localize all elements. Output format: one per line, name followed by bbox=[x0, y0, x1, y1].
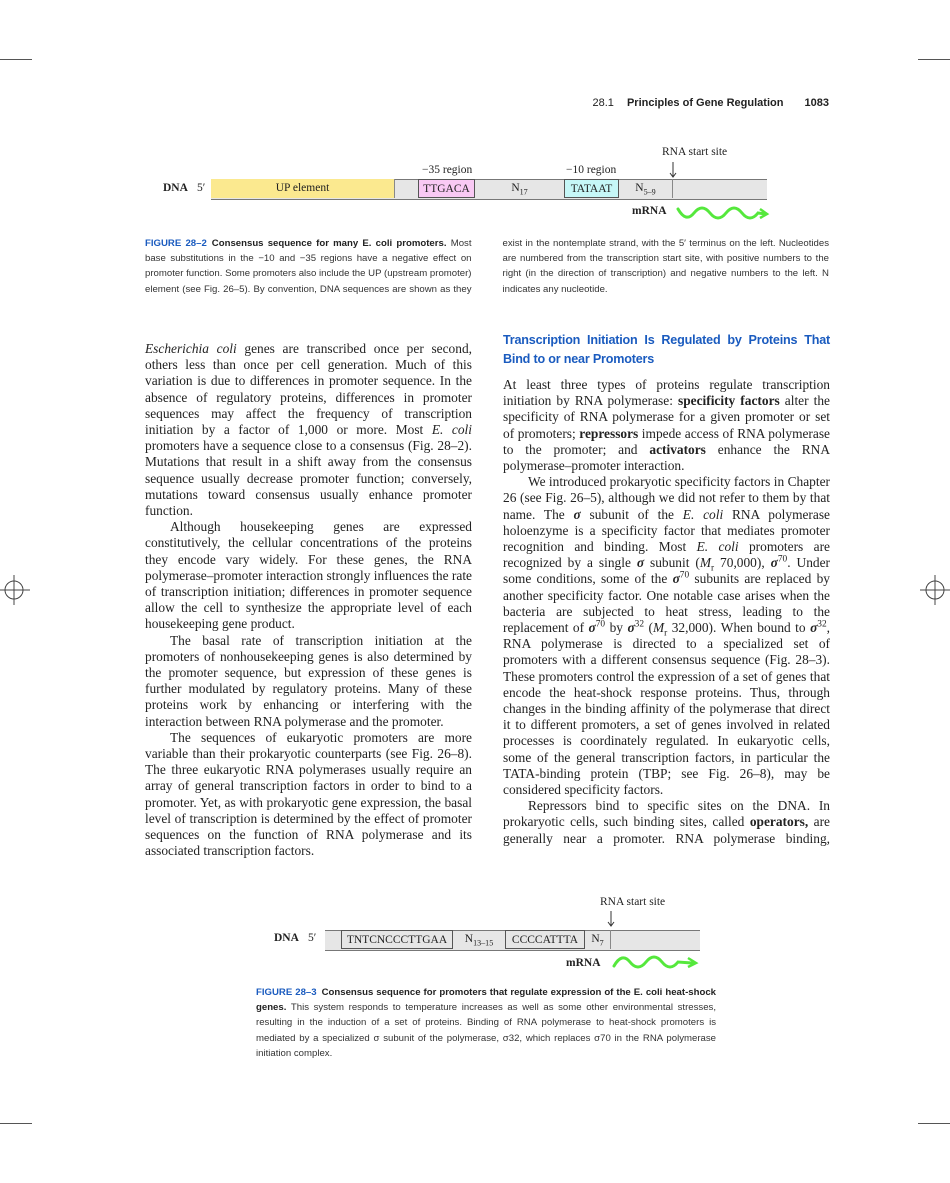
paragraph bbox=[503, 377, 830, 474]
sequence-box-2 bbox=[505, 930, 585, 949]
minus-35-box bbox=[418, 179, 475, 198]
text-run: 32 bbox=[817, 619, 827, 630]
n7-label: N bbox=[591, 933, 600, 945]
text-run: by bbox=[605, 620, 628, 636]
rna-start-site-label: RNA start site bbox=[600, 896, 666, 908]
text-run: enhance the RNA polymerase–promoter interaction. bbox=[503, 441, 830, 474]
paragraph bbox=[145, 633, 472, 730]
key-term: repressors bbox=[579, 425, 639, 441]
text-run: M bbox=[699, 555, 711, 571]
left-column bbox=[145, 341, 472, 860]
text-run: E. coli bbox=[696, 539, 739, 555]
text-run: r bbox=[664, 628, 668, 639]
paragraph bbox=[145, 519, 472, 632]
n17-spacer bbox=[475, 179, 564, 198]
caption-body: Most base substitutions in the −10 and −35 regions have a negative effect on promoter function. Some promoters also include the UP (upstream promoter) element (see Fig. 26–5). By convention, DNA sequences are shown as they exist in the nontemplate strand, with the 5′ terminus on the left. Nucleotides are numbered from the transcription start site, with positive numbers to the right (in the direction of transcription) and negative numbers to the left. N indicates any nucleotide. bbox=[145, 238, 829, 295]
mrna-wave-icon bbox=[676, 203, 771, 223]
text-run: RNA polymerase holoenzyme is a specificity factor that mediates promoter recognition and binding. Most bbox=[503, 506, 830, 555]
figure-number: FIGURE 28–2 bbox=[145, 238, 207, 249]
text-run: impede access of RNA polymerase to the promoter; and bbox=[503, 425, 830, 457]
sequence-box-1 bbox=[341, 930, 453, 949]
sequence-2: CCCCATTTA bbox=[511, 934, 579, 946]
region-10-label: −10 region bbox=[566, 164, 617, 176]
n17-label: N bbox=[511, 182, 520, 194]
paragraph bbox=[503, 798, 830, 847]
figure-title: Consensus sequence for many E. coli promoters. bbox=[211, 238, 447, 249]
key-term: activators bbox=[649, 441, 706, 457]
dna-strand bbox=[325, 930, 700, 951]
text-run: 70,000), bbox=[714, 555, 771, 571]
key-term: specificity factors bbox=[677, 393, 780, 409]
page-number: 1083 bbox=[804, 97, 829, 109]
n7-spacer bbox=[585, 930, 611, 949]
section-number: 28.1 bbox=[592, 97, 614, 109]
text-run: 70 bbox=[595, 619, 606, 630]
registration-mark-left bbox=[0, 575, 30, 605]
text-run: 32 bbox=[634, 619, 645, 630]
figure-number: FIGURE 28–3 bbox=[256, 987, 317, 998]
mrna-wave-icon bbox=[612, 954, 702, 974]
text-run: . Under some conditions, some of the bbox=[503, 555, 830, 587]
paragraph bbox=[503, 474, 830, 798]
text-run: Escherichia coli bbox=[145, 341, 237, 356]
crop-mark bbox=[0, 1123, 32, 1124]
text-run: r bbox=[710, 563, 715, 574]
dna-label: DNA bbox=[274, 932, 299, 944]
n1315-subscript: 13–15 bbox=[473, 938, 494, 948]
text-run: subunit ( bbox=[644, 555, 700, 571]
text-run: E. coli bbox=[431, 422, 472, 438]
text-run: subunit of the bbox=[580, 506, 683, 522]
section-heading: Transcription Initiation Is Regulated by Proteins That Bind to or near Promoters bbox=[503, 333, 830, 366]
five-prime-label: 5′ bbox=[197, 182, 206, 194]
text-run: promoters have a sequence close to a consensus (Fig. 28–2). Mutations that result in a shift away from the consensus sequence usually decrease promoter function; conversely, mutations toward consensus usually enhance promoter function. bbox=[145, 438, 472, 519]
figure-title: Consensus sequence for promoters that regulate expression of the E. coli heat-shock genes. bbox=[256, 987, 716, 1014]
text-run: σ bbox=[636, 555, 645, 571]
up-element bbox=[211, 179, 395, 198]
key-term: operators, bbox=[749, 814, 809, 830]
text-run: 32,000). When bound to bbox=[667, 620, 811, 636]
n1315-label: N bbox=[464, 933, 474, 945]
paragraph bbox=[145, 341, 472, 519]
text-run: We introduced prokaryotic specificity factors in Chapter 26 (see Fig. 26–5), although we did not refer to them by that name. The bbox=[503, 474, 830, 522]
five-prime-label: 5′ bbox=[308, 932, 317, 944]
n17-subscript: 17 bbox=[519, 187, 528, 197]
minus-35-sequence: TTGACA bbox=[423, 183, 470, 195]
text-run: 70 bbox=[777, 554, 788, 565]
minus-10-sequence: TATAAT bbox=[570, 183, 613, 195]
text-run: σ bbox=[810, 620, 818, 636]
region-35-label: −35 region bbox=[422, 164, 473, 176]
crop-mark bbox=[918, 1123, 950, 1124]
dna-strand bbox=[211, 179, 767, 200]
text-run: Although housekeeping genes are expressed constitutively, the cellular concentrations of the proteins they encode vary widely. For these genes, the RNA polymerase–promoter interaction strongly influences the rate of transcription initiation; differences in promoter sequence allow the cell to synthesize the appropriate level of each housekeeping gene product. bbox=[145, 519, 472, 632]
start-site-arrow-icon bbox=[606, 911, 616, 929]
text-run: σ bbox=[573, 506, 581, 522]
text-run: subunits are replaced by another specificity factor. One notable case arises when the bacteria are subjected to heat stress, leading to the replacement of bbox=[503, 571, 830, 636]
text-run: E. coli bbox=[682, 506, 724, 522]
n59-subscript: 5–9 bbox=[643, 187, 656, 197]
dna-label: DNA bbox=[163, 182, 188, 194]
section-title: Principles of Gene Regulation bbox=[626, 97, 784, 109]
text-run: are generally near a promoter. RNA polymerase binding, bbox=[503, 814, 831, 846]
text-run: 70 bbox=[679, 570, 690, 581]
registration-mark-right bbox=[920, 575, 950, 605]
text-run: , RNA polymerase is directed to a specialized set of promoters with a different consensus sequence (Fig. 28–3). These promoters control the expression of a set of genes that encode the heat-shock response proteins. Thus, through changes in the binding affinity of the polymerase that direct it to different promoters, a set of genes involved in related processes is coordinately regulated. In eukaryotic cells, some of the general transcription factors, in particular the TATA-binding protein (TBP; see Fig. 26–8), may be considered specificity factors. bbox=[503, 620, 831, 798]
n5-9-spacer bbox=[619, 179, 673, 198]
text-run: σ bbox=[627, 620, 635, 636]
mrna-label: mRNA bbox=[632, 205, 667, 217]
figure-28-2-caption bbox=[145, 236, 829, 297]
start-site-arrow-icon bbox=[668, 162, 678, 180]
text-run: The basal rate of transcription initiation at the promoters of nonhousekeeping genes is also determined by the promoter sequence, but expression of these genes is further modulated by regulatory proteins. Many of these proteins work by enhancing or interfering with the interaction between RNA polymerase and the promoter. bbox=[145, 632, 472, 729]
sequence-1: TNTCNCCCTTGAA bbox=[346, 934, 448, 946]
text-run: Repressors bind to specific sites on the DNA. In prokaryotic cells, such binding sites, called bbox=[503, 798, 830, 830]
text-run: σ bbox=[588, 620, 596, 636]
text-run: promoters are recognized by a single bbox=[503, 539, 830, 571]
text-run: At least three types of proteins regulate transcription initiation by RNA polymerase: bbox=[503, 377, 830, 409]
paragraph bbox=[145, 730, 472, 860]
n13-15-spacer bbox=[453, 930, 505, 949]
right-column bbox=[503, 331, 830, 847]
minus-10-box bbox=[564, 179, 619, 198]
figure-28-3-caption bbox=[256, 985, 716, 1061]
figure-28-2 bbox=[0, 0, 950, 230]
text-run: M bbox=[652, 620, 665, 636]
text-run: genes are transcribed once per second, others less than once per cell generation. Much of this variation is due to differences in promoter sequence. In the absence of regulatory proteins, differences in promoter sequences may affect the frequency of transcription initiation by a factor of 1,000 or more. Most bbox=[145, 341, 472, 438]
mrna-label: mRNA bbox=[566, 957, 601, 969]
text-run: ( bbox=[644, 620, 653, 636]
text-run: σ bbox=[672, 571, 680, 587]
n59-label: N bbox=[635, 182, 644, 194]
text-run: The sequences of eukaryotic promoters are more variable than their prokaryotic counterparts (see Fig. 26–8). The three eukaryotic RNA polymerases usually require an array of general transcription factors in order to bind to a promoter. Yet, as with prokaryotic gene expression, the basal level of transcription is determined by the effect of promoter sequences on the function of RNA polymerase and its associated transcription factors. bbox=[145, 729, 472, 859]
text-run: alter the specificity of RNA polymerase for a given promoter or set of promoters; bbox=[503, 393, 830, 441]
caption-body: This system responds to temperature increases as well as some other environmental stresses, resulting in the induction of a set of proteins. Binding of RNA polymerase to heat-shock promoters is mediated by a specialized σ subunit of the polymerase, σ32, which replaces σ70 in the RNA polymerase initiation complex. bbox=[256, 1002, 716, 1059]
text-run: σ bbox=[770, 555, 778, 571]
n7-subscript: 7 bbox=[599, 938, 604, 948]
up-element-label: UP element bbox=[275, 182, 330, 194]
rna-start-site-label: RNA start site bbox=[662, 146, 728, 158]
